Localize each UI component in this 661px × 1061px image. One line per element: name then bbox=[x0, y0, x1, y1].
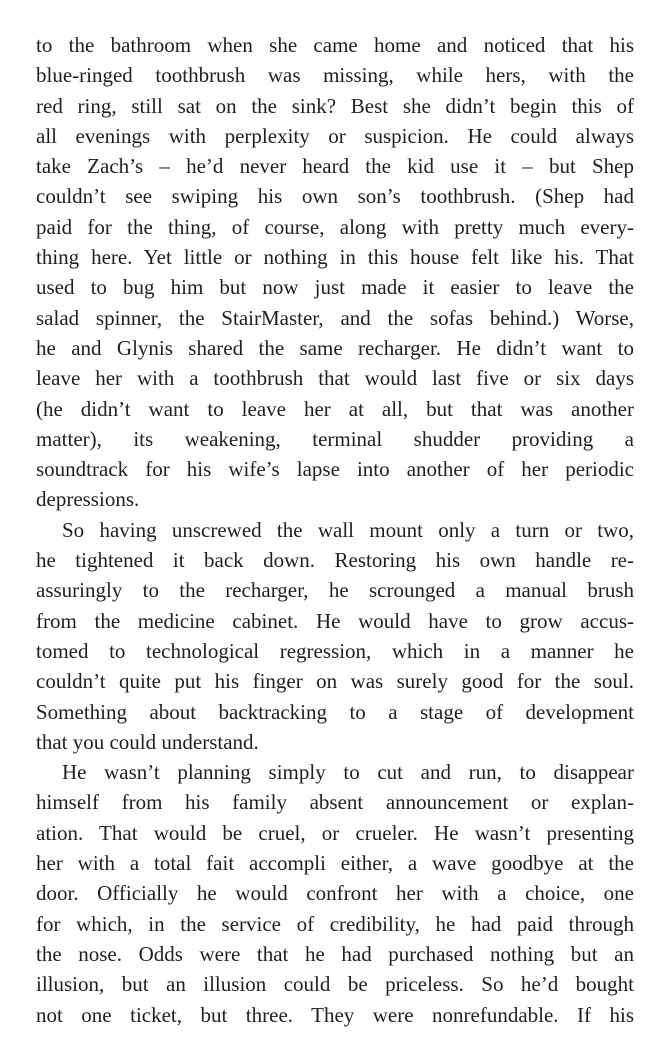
text-line: from the medicine cabinet. He would have to grow accus- bbox=[36, 608, 634, 633]
text-line: salad spinner, the StairMaster, and the sofas behind.) Worse, bbox=[36, 305, 634, 330]
text-line: Something about backtracking to a stage of development bbox=[36, 699, 634, 724]
text-line: red ring, still sat on the sink? Best she didn’t begin this of bbox=[36, 93, 634, 118]
text-line: that you could understand. bbox=[36, 729, 259, 754]
text-line: So having unscrewed the wall mount only a turn or two, bbox=[62, 517, 634, 542]
text-line: ation. That would be cruel, or crueler. He wasn’t presenting bbox=[36, 820, 634, 845]
text-line: used to bug him but now just made it easier to leave the bbox=[36, 275, 634, 300]
text-line: blue-ringed toothbrush was missing, while hers, with the bbox=[36, 63, 634, 88]
text-line: take Zach’s – he’d never heard the kid use it – but Shep bbox=[36, 154, 634, 179]
text-line: to the bathroom when she came home and noticed that his bbox=[36, 33, 634, 57]
text-line: thing here. Yet little or nothing in this house felt like his. That bbox=[36, 245, 634, 270]
text-line: door. Officially he would confront her with a choice, one bbox=[36, 881, 634, 906]
text-line: for which, in the service of credibility, he had paid through bbox=[36, 911, 634, 936]
text-line: couldn’t see swiping his own son’s toothbrush. (Shep had bbox=[36, 184, 634, 209]
text-line: all evenings with perplexity or suspicion. He could always bbox=[36, 123, 634, 148]
text-line: soundtrack for his wife’s lapse into another of her periodic bbox=[36, 457, 634, 482]
text-line: the nose. Odds were that he had purchased nothing but an bbox=[36, 941, 634, 966]
text-line: tomed to technological regression, which in a manner he bbox=[36, 638, 634, 663]
text-line: depressions. bbox=[36, 487, 140, 512]
paragraph-3 bbox=[36, 757, 634, 1030]
text-line: her with a total fait accompli either, a wave goodbye at the bbox=[36, 851, 634, 876]
text-line: he tightened it back down. Restoring his own handle re- bbox=[36, 548, 634, 573]
text-line: He wasn’t planning simply to cut and run, to disappear bbox=[62, 760, 634, 785]
text-line: not one ticket, but three. They were nonrefundable. If his bbox=[36, 1002, 634, 1027]
text-body bbox=[36, 30, 634, 1030]
text-line: he and Glynis shared the same recharger. He didn’t want to bbox=[36, 335, 634, 360]
text-line: himself from his family absent announcement or explan- bbox=[36, 790, 634, 815]
paragraph-1 bbox=[36, 30, 634, 515]
text-line: couldn’t quite put his finger on was surely good for the soul. bbox=[36, 669, 634, 694]
text-line: matter), its weakening, terminal shudder providing a bbox=[36, 426, 634, 451]
text-line: (he didn’t want to leave her at all, but that was another bbox=[36, 396, 634, 421]
text-line: leave her with a toothbrush that would last five or six days bbox=[36, 366, 634, 391]
paragraph-2 bbox=[36, 515, 634, 757]
text-line: paid for the thing, of course, along with pretty much every- bbox=[36, 214, 634, 239]
text-line: assuringly to the recharger, he scrounged a manual brush bbox=[36, 578, 634, 603]
text-line: illusion, but an illusion could be priceless. So he’d bought bbox=[36, 972, 634, 997]
